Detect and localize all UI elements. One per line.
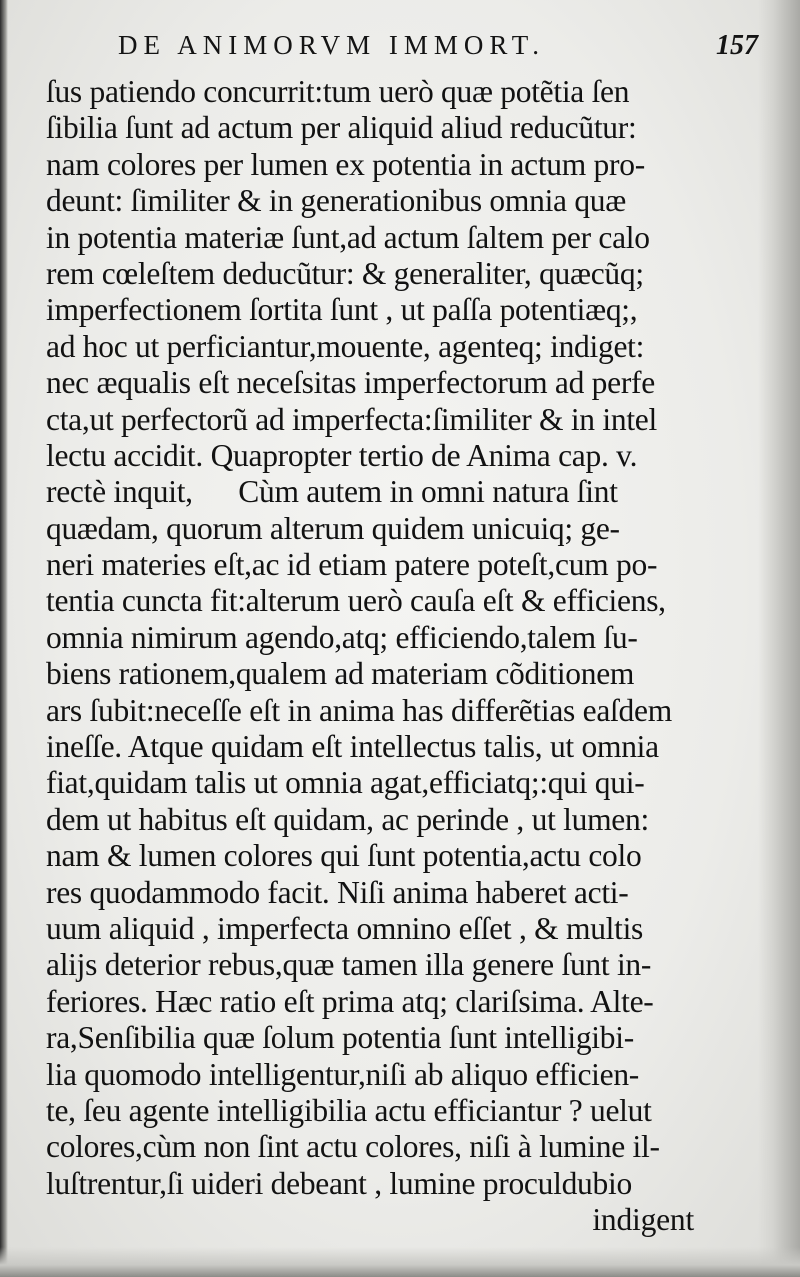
text-line: deunt: ſimiliter & in generationibus omnia quæ	[46, 183, 626, 219]
text-line: tentia cuncta fit:alterum uerò cauſa eſt & efficiens,	[46, 583, 666, 619]
text-line: colores,cùm non ſint actu colores, niſi à lumine il-	[46, 1129, 660, 1165]
text-line: quædam, quorum alterum quidem unicuiq; ge-	[46, 510, 620, 546]
text-line: nec æqualis eſt neceſsitas imperfectorum ad perfe	[46, 365, 655, 401]
text-line: lectu accidit. Quapropter tertio de Anima cap. v.	[46, 437, 638, 473]
text-line: fiat,quidam talis ut omnia agat,efficiatq;:qui qui-	[46, 765, 645, 801]
text-line: luſtrentur,ſi uideri debeant , lumine proculdubio	[46, 1165, 632, 1201]
text-line: feriores. Hæc ratio eſt prima atq; clariſsima. Alte-	[46, 983, 654, 1019]
text-line: nam colores per lumen ex potentia in actum pro-	[46, 146, 645, 182]
text-line: rem cœleſtem deducũtur: & generaliter, quæcũq;	[46, 255, 644, 291]
text-line: rectè inquit, Cùm autem in omni natura ſint	[46, 474, 618, 510]
body-text	[46, 74, 696, 1239]
text-line: ineſſe. Atque quidam eſt intellectus talis, ut omnia	[46, 729, 659, 765]
text-line: biens rationem,qualem ad materiam cõditionem	[46, 656, 635, 692]
text-line: te, ſeu agente intelligibilia actu efficiantur ? uelut	[46, 1092, 652, 1128]
text-line: cta,ut perfectorũ ad imperfecta:ſimiliter & in intel	[46, 401, 657, 437]
text-line: neri materies eſt,ac id etiam patere poteſt,cum po-	[46, 547, 658, 583]
text-line: ſus patiendo concurrit:tum uerò quæ potẽtia ſen	[46, 74, 630, 109]
page-bottom-edge-shadow	[0, 1247, 800, 1277]
text-line: nam & lumen colores qui ſunt potentia,actu colo	[46, 838, 642, 874]
page-right-edge-shadow	[758, 0, 800, 1277]
page-number: 157	[716, 30, 758, 61]
text-line: res quodammodo facit. Niſi anima haberet acti-	[46, 874, 629, 910]
text-line: lia quomodo intelligentur,niſi ab aliquo efficien-	[46, 1056, 640, 1092]
text-line: alijs deterior rebus,quæ tamen illa genere ſunt in-	[46, 947, 652, 983]
page-left-edge-shadow	[0, 0, 8, 1277]
catchword: indigent	[592, 1202, 694, 1238]
text-line: ra,Senſibilia quæ ſolum potentia ſunt intelligibi-	[46, 1020, 634, 1056]
text-line: ars ſubit:neceſſe eſt in anima has differẽtias eaſdem	[46, 692, 672, 728]
text-line: in potentia materiæ ſunt,ad actum ſaltem per calo	[46, 219, 650, 255]
text-line: uum aliquid , imperfecta omnino eſſet , & multis	[46, 910, 644, 946]
text-line: imperfectionem ſortita ſunt , ut paſſa potentiæq;,	[46, 292, 638, 328]
text-line: ad hoc ut perficiantur,mouente, agenteq; indiget:	[46, 328, 645, 364]
text-line: ſibilia ſunt ad actum per aliquid aliud reducũtur:	[46, 110, 637, 146]
text-line: omnia nimirum agendo,atq; efficiendo,talem ſu-	[46, 619, 638, 655]
running-title: DE ANIMORVM IMMORT.	[118, 30, 545, 60]
text-line: dem ut habitus eſt quidam, ac perinde , ut lumen:	[46, 801, 649, 837]
